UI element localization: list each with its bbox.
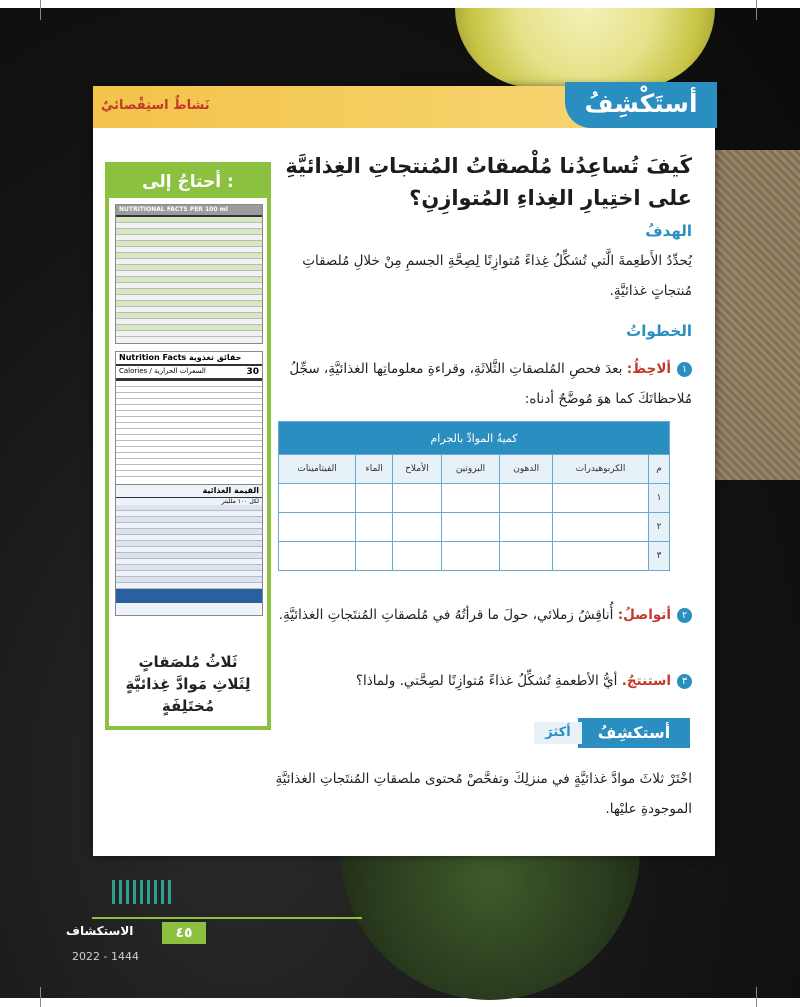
col-index: م xyxy=(649,455,670,484)
table-cell[interactable] xyxy=(500,542,553,571)
crop-mark xyxy=(756,987,757,1007)
col-protein: البروتين xyxy=(441,455,500,484)
vision-2030-dots-icon xyxy=(112,880,174,904)
col-water: الماء xyxy=(356,455,393,484)
step-3 xyxy=(268,666,692,696)
table-cell[interactable] xyxy=(393,542,441,571)
nutrition-label-1 xyxy=(115,204,263,344)
step-3-keyword: استنتجُ. xyxy=(621,673,671,689)
materials-box xyxy=(105,162,271,730)
table-cell[interactable] xyxy=(356,513,393,542)
activity-type-label: نَشاطٌ استِقْصائيٌ xyxy=(101,98,210,113)
table-cell[interactable] xyxy=(356,542,393,571)
row-number: ٢ xyxy=(649,513,670,542)
step-1-keyword: ألاحِظُ: xyxy=(626,361,671,377)
step-2-text: أُناقِشُ زملائي، حولَ ما قرأتُهُ في مُلصقاتِ المُنتَجاتِ الغذائيَّةِ. xyxy=(278,607,614,623)
explore-more-label: أستكشِفُ xyxy=(578,718,690,748)
inquiry-question: كَيفَ تُساعِدُنا مُلْصقاتُ المُنتجاتِ الغِذائيَّةِ على اختِيارِ الغِذاءِ المُتوازِنِ؟ xyxy=(285,154,692,210)
col-fats: الدهون xyxy=(500,455,553,484)
label-2-calories: Calories / السعرات الحرارية xyxy=(119,367,206,375)
step-3-text: أيُّ الأطعمةِ تُشكِّلُ غذاءً مُتوازِنًا لصِحَّتي. ولماذا؟ xyxy=(355,673,618,689)
table-cell[interactable] xyxy=(441,484,500,513)
explore-tab-title: أستَكْشِفُ xyxy=(565,82,717,128)
step-2 xyxy=(268,600,692,630)
crop-mark xyxy=(40,0,41,20)
crop-mark xyxy=(40,987,41,1007)
observation-table xyxy=(278,421,670,571)
nutrition-label-3 xyxy=(115,484,263,616)
step-1 xyxy=(268,354,692,414)
table-cell[interactable] xyxy=(279,484,356,513)
table-cell[interactable] xyxy=(279,542,356,571)
table-span-header: كميةُ الموادِّ بالجرام xyxy=(279,422,670,455)
materials-title: أحتاجُ إلى : xyxy=(109,166,267,198)
crop-mark xyxy=(756,0,757,20)
table-cell[interactable] xyxy=(500,484,553,513)
explore-more-text: اخْتَرْ ثلاثَ موادَّ غذائيَّةٍ في منزلِكَ وتفحَّصْ مُحتوى ملصقاتِ المُنتَجاتِ الغذائيَّةِ الموجودةِ عليْها. xyxy=(275,771,692,817)
table-row xyxy=(279,542,670,571)
table-row xyxy=(279,513,670,542)
table-cell[interactable] xyxy=(441,542,500,571)
label-2-heading: Nutrition Facts حقائق تغذوية xyxy=(116,352,262,366)
row-number: ١ xyxy=(649,484,670,513)
explore-more-badge xyxy=(530,718,690,748)
book-title: الاستكشاف xyxy=(66,924,134,938)
col-carbohydrates: الكربوهيدرات xyxy=(553,455,649,484)
page-number: ٤٥ xyxy=(162,922,206,944)
goal-heading: الهدفُ xyxy=(645,222,692,240)
step-2-number: ٢ xyxy=(677,608,692,623)
step-1-number: ١ xyxy=(677,362,692,377)
materials-caption: ثَلاثُ مُلصَقاتٍ لِثَلاثِ مَوادَّ غِذائيَّةٍ مُختَلِفَةٍ xyxy=(125,653,251,715)
steps-heading: الخطواتُ xyxy=(626,322,692,340)
table-row xyxy=(279,484,670,513)
table-cell[interactable] xyxy=(356,484,393,513)
step-1-text: بعدَ فحصِ المُلصقاتِ الثَّلاثَةِ، وقراءةِ معلوماتِها الغذائيَّةِ، سجِّلُ مُلاحظاتَكَ كما هوَ مُوضَّحٌ أدناه: xyxy=(289,361,692,407)
label-2-calories-value: 30 xyxy=(246,367,259,377)
label-1-heading: NUTRITIONAL FACTS PER 100 ml xyxy=(116,205,262,217)
table-cell[interactable] xyxy=(500,513,553,542)
label-3-heading: القيمة الغذائية xyxy=(116,485,262,498)
table-cell[interactable] xyxy=(393,513,441,542)
col-vitamins: الفيتامينات xyxy=(279,455,356,484)
table-cell[interactable] xyxy=(393,484,441,513)
table-cell[interactable] xyxy=(553,542,649,571)
row-number: ٣ xyxy=(649,542,670,571)
edition-year: 2022 - 1444 xyxy=(72,950,139,963)
goal-text: يُحدِّدُ الأَطعِمةَ الَّتي تُشكِّلُ غِذاءً مُتوازِنًا لِصِحَّةِ الجسمِ مِنْ خلالِ مُلصقاتِ مُنتجاتٍ غذائيَّةٍ. xyxy=(302,253,692,299)
table-cell[interactable] xyxy=(553,484,649,513)
table-cell[interactable] xyxy=(279,513,356,542)
explore-more-tag: أكثرَ xyxy=(534,722,582,744)
step-2-keyword: أتواصلُ: xyxy=(617,607,671,623)
col-salts: الأملاح xyxy=(393,455,441,484)
table-cell[interactable] xyxy=(441,513,500,542)
table-cell[interactable] xyxy=(553,513,649,542)
footer-rule xyxy=(92,917,362,919)
nutrition-label-2 xyxy=(115,351,263,499)
label-3-sub: لكل ١٠٠ ملليتر xyxy=(221,498,259,505)
step-3-number: ٣ xyxy=(677,674,692,689)
lemon-image xyxy=(455,8,715,88)
